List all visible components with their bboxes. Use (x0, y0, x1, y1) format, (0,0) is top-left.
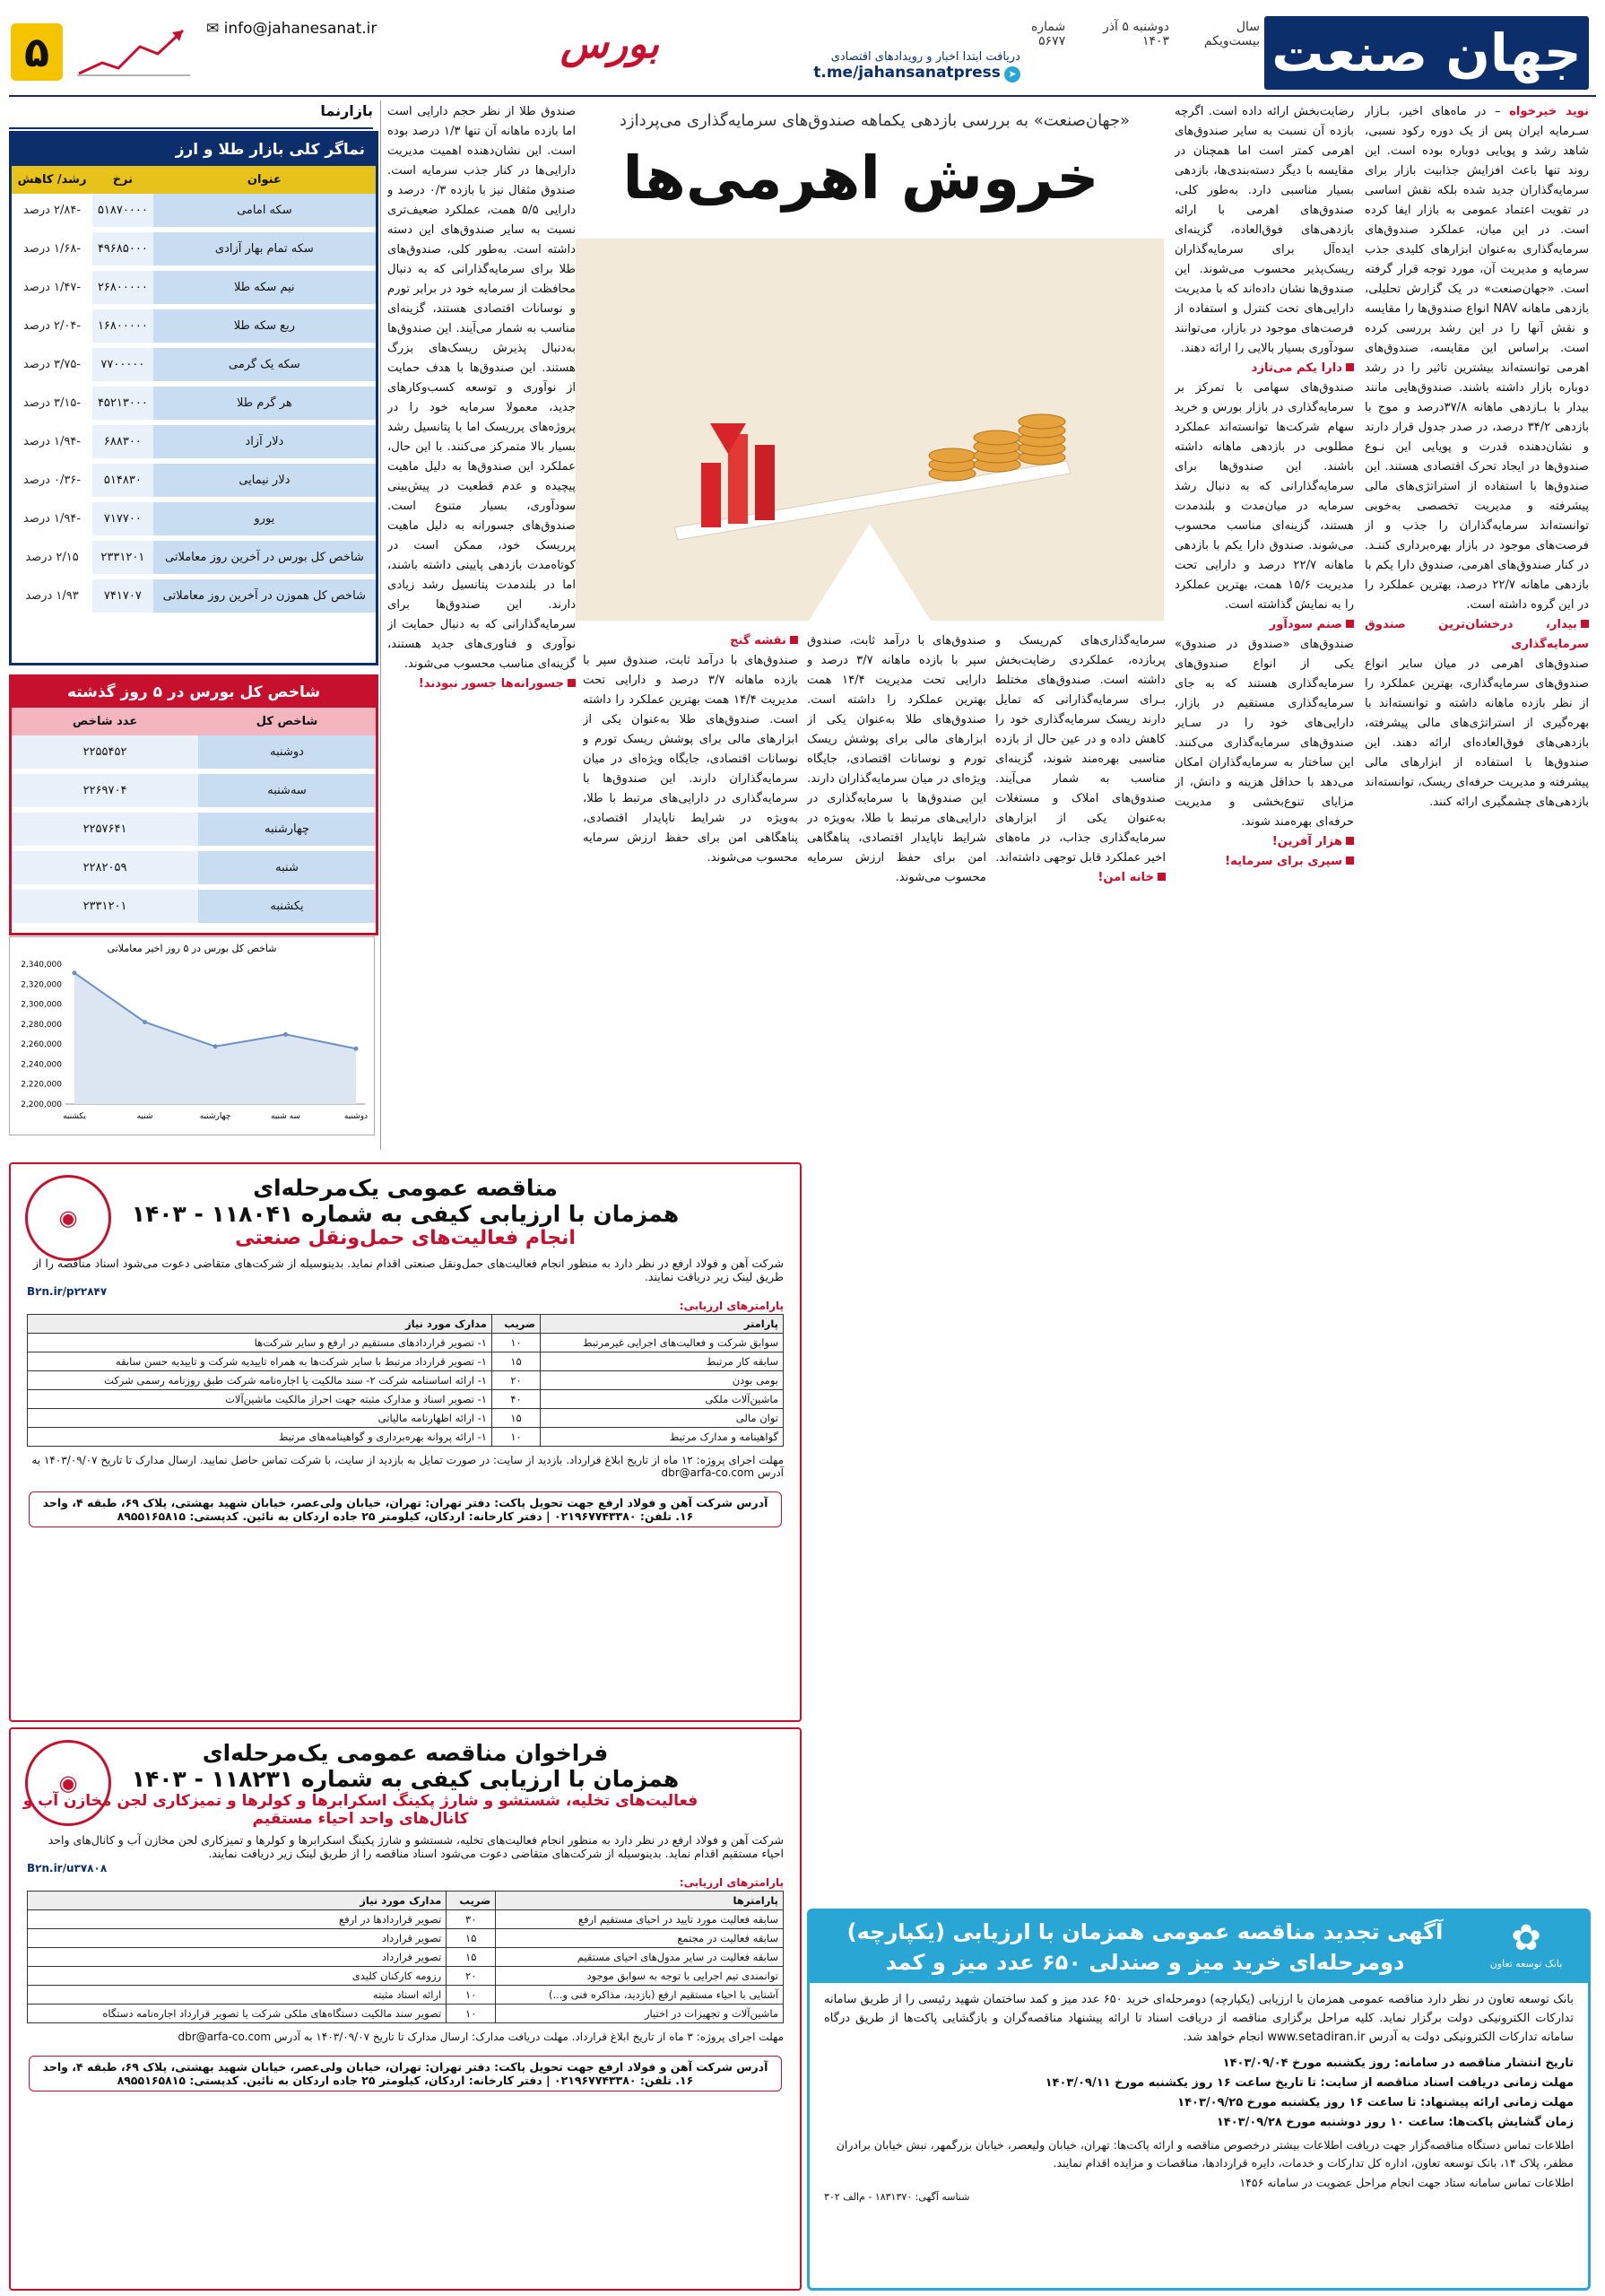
section-word: بورس (560, 22, 659, 67)
index-row-value: ۲۲۵۷۶۴۱ (12, 810, 198, 848)
gold-table-header: نرخ (92, 166, 153, 194)
subhead-hezar: هزار آفرین! (1271, 835, 1342, 848)
sidebar-title: بازارنما (9, 102, 373, 129)
tender1-table-cell: ۱- ارائه اظهارنامه مالیاتی (28, 1409, 492, 1428)
date-label: دوشنبه ۵ آذر ۱۴۰۳ (1103, 20, 1170, 48)
tender2-table-row (28, 1948, 784, 1967)
gold-row-name: یورو (153, 500, 376, 538)
tender1-table-cell: بومی بودن (541, 1371, 784, 1390)
data-point (143, 1020, 147, 1024)
tender1-table-row (28, 1371, 784, 1390)
tender1-table-cell: گواهینامه و مدارک مرتبط (541, 1428, 784, 1447)
arfa-logo: ◉ (25, 1740, 111, 1826)
tender1-title: مناقصه عمومی یک‌مرحله‌ای (253, 1175, 558, 1201)
article-kicker: «جهان‌صنعت» به بررسی بازدهی یکماهه صندوق‌های سرمایه‌گذاری می‌پردازد (619, 111, 1130, 130)
tender2-deadline: مهلت اجرای پروژه: ۳ ماه از تاریخ ابلاغ قرارداد. مهلت دریافت مدارک: ارسال مدارک تا تاریخ ۱۴۰۳/۰۹/۰۷ به آدرس dbr@arfa-co.com (178, 2031, 784, 2043)
header-rule (9, 95, 1596, 97)
bank-ad-date-line: مهلت زمانی دریافت اسناد مناقصه از سایت: تا تاریخ ساعت ۱۶ روز یکشنبه مورخ ۱۴۰۳/۰۹/۱۱ (1045, 2076, 1574, 2090)
gold-row-rate: ۵۱۴۸۳۰ (92, 461, 153, 500)
subhead-ganj: نقشه گنج (729, 634, 786, 648)
tender1-table-cell: ۱۵ (491, 1409, 540, 1428)
index-table-header: عدد شاخص (12, 708, 198, 735)
email-link[interactable]: ✉ info@jahanesanat.ir (206, 20, 377, 38)
tender1-topic: انجام فعالیت‌های حمل‌ونقل صنعتی (235, 1227, 576, 1249)
tender2-table-cell: سابقه فعالیت در سایر مدول‌های احیای مستقیم (496, 1948, 784, 1967)
y-tick-label: 2,320,000 (21, 980, 62, 990)
gold-table-row (12, 577, 376, 615)
page-number: ۵ (11, 23, 63, 81)
tender2-table-cell: توانمندی تیم اجرایی با توجه به سوابق موجود (496, 1967, 784, 1986)
gold-table-row (12, 230, 376, 268)
tender1-table-cell: ۱- ارائه اساسنامه شرکت ۲- سند مالکیت یا اجاره‌نامه شرکت طبق روزنامه رسمی شرکت (28, 1371, 492, 1390)
gold-table-header: رشد/ کاهش (12, 166, 92, 194)
tender2-table-cell: ۱۵ (447, 1948, 496, 1967)
index-row-day: سه‌شنبه (198, 771, 376, 810)
tender-ad-2 (9, 1727, 802, 2291)
subhead-jasoor: جسورانه‌ها جسور نبودند! (418, 677, 564, 691)
gold-table-row (12, 500, 376, 538)
tender1-table-cell: ۱- تصویر قراردادهای مستقیم در ارفع و سایر شرکت‌ها (28, 1334, 492, 1352)
tender2-table-cell: ۱۵ (447, 1929, 496, 1948)
tender2-table-header: پارامترها (496, 1892, 784, 1910)
tender1-address: آدرس شرکت آهن و فولاد ارفع جهت تحویل پاکت: دفتر تهران: تهران، خیابان ولی‌عصر، خیابان شهید بهشتی، پلاک ۶۹، طبقه ۴، واحد ۱۶. تلفن: ۰۲۱۹۶۷۷۴۳۳۸۰ | دفتر کارخانه: اردکان، کیلومتر ۲۵ جاده اردکان به نائین. کدپستی: ۸۹۵۵۱۶۵۸۱۵ (29, 1492, 782, 1527)
tender2-title: فراخوان مناقصه عمومی یک‌مرحله‌ای (202, 1740, 609, 1766)
tender1-subtitle: همزمان با ارزیابی کیفی به شماره ۱۱۸۰۴۱ - ۱۴۰۳ (131, 1201, 680, 1227)
tender1-params-label: پارامترهای ارزیابی: (679, 1300, 784, 1312)
x-tick-label: شنبه (136, 1112, 153, 1121)
tender2-table-row (28, 1967, 784, 1986)
tender2-table-cell: ۳۰ (447, 1910, 496, 1929)
gold-row-name: نیم سکه طلا (153, 268, 376, 307)
y-tick-label: 2,240,000 (21, 1060, 62, 1070)
article-headline: خروش اهرمی‌ها (622, 144, 1099, 213)
index-row-value: ۲۲۸۲۰۵۹ (12, 848, 198, 887)
gold-row-rate: ۲۶۸۰۰۰۰۰ (92, 268, 153, 307)
gold-row-name: دلار نیمایی (153, 461, 376, 500)
gold-row-rate: ۷۱۷۷۰۰ (92, 500, 153, 538)
column-rule (380, 100, 381, 1150)
tender2-table-row (28, 1910, 784, 1929)
gold-row-name: دلار آزاد (153, 422, 376, 461)
tender1-table-row (28, 1390, 784, 1409)
bank-ad-date-line: زمان گشایش پاکت‌ها: ساعت ۱۰ روز دوشنبه مورخ ۱۴۰۳/۰۹/۲۸ (1216, 2116, 1574, 2129)
gold-row-rate: ۷۴۱۷۰۷ (92, 577, 153, 615)
tender1-table-cell: سابقه کار مرتبط (541, 1352, 784, 1371)
gold-row-rate: ۵۱۸۷۰۰۰۰ (92, 194, 153, 230)
data-point (73, 970, 77, 975)
index-table-title: شاخص کل بورس در ۵ روز گذشته (12, 677, 376, 708)
tender2-params-label: پارامترهای ارزیابی: (679, 1876, 784, 1889)
gold-row-change: -۱/۹۴ درصد (12, 422, 92, 461)
tender2-table-cell: آشنایی با احیاء مستقیم ارفع (بازدید، مذاکره فنی و...) (496, 1986, 784, 2005)
tender2-table-cell: تصویر قراردادها در ارفع (28, 1910, 447, 1929)
gold-table-row (12, 461, 376, 500)
tender2-topic: فعالیت‌های تخلیه، شستشو و شارژ پکینگ اسکرابرها و کولرها و تمیزکاری لجن مخازن آب و کانال‌های واحد احیاء مستقیم (22, 1792, 698, 1828)
tender1-table-row (28, 1352, 784, 1371)
article-column-5: نقشه گنج صندوق‌های با درآمد ثابت، صندوق سپر با بازده ماهانه ۳/۷ درصد و دارایی تحت مدیریت ۱۴/۴ همت بهترین عملکرد را داشته است. صندوق‌های طلا به‌عنوان یکی از ابزارهای مالی برای پوشش ریسک تورم و نوسانات اقتصادی، جایگاه ویژه‌ای در میان سرمایه‌گذاران دارند. این صندوق‌ها با سرمایه‌گذاری در دارایی‌های مرتبط با طلا، به‌ویژه در شرایط ناپایدار اقتصادی، پناهگاهی امن برای حفظ ارزش سرمایه محسوب می‌شوند. (583, 634, 798, 865)
tender2-table-cell: ماشین‌آلات و تجهیزات در اختیار (496, 2005, 784, 2023)
bank-tender-ad (807, 1909, 1591, 2291)
masthead-logo: جهان صنعت (1264, 16, 1589, 90)
bank-ad-id: شناسه آگهی: ۱۸۳۱۳۷۰ - م‌الف ۳۰۲ (824, 2191, 970, 2203)
bank-ad-dates (810, 2054, 1588, 2133)
gold-row-change: -۳/۷۵ درصد (12, 345, 92, 384)
article-column-6: صندوق طلا از نظر حجم دارایی است اما بازده ماهانه آن تنها ۱/۳ درصد بوده است. این نشان‌دهنده اهمیت مدیریت دارایی‌ها در کنار جذب سرمایه است. صندوق مثقال نیز با بازده ۰/۳ درصد و دارایی ۵/۵ همت، عملکرد ضعیف‌تری نسبت به سایر صندوق‌های این دسته داشته است. به‌طور کلی، صندوق‌های طلا برای سرمایه‌گذارانی که به دنبال محافظت از سرمایه خود در برابر تورم و نوسانات اقتصادی هستند، گزینه‌ای مناسب به شمار می‌آیند. این صندوق‌ها به‌دنبال پذیرش ریسک‌های بزرگ هستند. این صندوق‌ها با هدف حمایت از نوآوری و توسعه کسب‌وکارهای جدید، معمولا سرمایه خود را در پروژه‌های پرریسک اما با پتانسیل رشد بسیار بالا متمرکز می‌کنند. با این حال، عملکرد این صندوق‌ها به دلیل ماهیت پیچیده و عدم قطعیت در پیش‌بینی سودآوری، بسیار متنوع است. صندوق‌های جسورانه به دلیل ماهیت پرریسک خود، ممکن است در کوتاه‌مدت بازدهی پایینی داشته باشند، اما در بلندمدت پتانسیل رشد زیادی دارند. این صندوق‌ها برای سرمایه‌گذارانی که به دنبال حمایت از نوآوری و فناوری‌های جدید هستند، گزینه‌ای مناسب محسوب می‌شوند. جسورانه‌ها جسور نبودند! (387, 105, 576, 691)
telegram-icon: ➤ (1004, 66, 1020, 83)
bank-ad-date-line: مهلت زمانی ارائه پیشنهاد: تا ساعت ۱۶ روز یکشنبه مورخ ۱۴۰۳/۰۹/۲۵ (1177, 2096, 1574, 2109)
chart-title: شاخص کل بورس در ۵ روز اخیر معاملاتی (107, 943, 277, 954)
tender2-table-cell: سابقه فعالیت در مجتمع (496, 1929, 784, 1948)
index-row-day: شنبه (198, 848, 376, 887)
index-row-day: چهارشنبه (198, 810, 376, 848)
data-point (213, 1044, 218, 1048)
tender1-table-cell: ۱۰ (491, 1334, 540, 1352)
index-table-row (12, 887, 376, 926)
article-column-3: سرمایه‌گذاری‌های کم‌ریسک و پربازده، عملکردی رضایت‌بخش داشته است. صندوق‌های مختلط بـرای سرمایه‌گذارانی که تمایل دارند ریسک سرمایه‌گذاری خود را کاهش داده و در عین حال از بازده مناسبی بهره‌مند شوند، گزینه‌ای مناسب به شمار می‌آیند. صندوق‌های املاک و مستغلات به‌عنوان یکی از ابزارهای سرمایه‌گذاری جذاب، در ماه‌های اخیر عملکرد قابل توجهی داشته‌اند. خانه امن! (995, 634, 1166, 884)
year-label: سال بیست‌ویکم (1203, 20, 1260, 48)
tender1-table-cell: توان مالی (541, 1409, 784, 1428)
subhead-sanam: صنم سودآور (1269, 618, 1342, 631)
gold-currency-table (9, 131, 378, 665)
tender1-table-cell: ماشین‌آلات ملکی (541, 1390, 784, 1409)
arfa-logo: ◉ (25, 1175, 111, 1261)
y-tick-label: 2,300,000 (21, 1000, 62, 1010)
gold-row-rate: ۶۸۸۳۰۰ (92, 422, 153, 461)
index-table (12, 708, 376, 928)
gold-row-change: -۱/۹۴ درصد (12, 500, 92, 538)
tender2-table-header: ضریب (447, 1892, 496, 1910)
tender1-table-row (28, 1428, 784, 1447)
gold-row-change: -۱/۴۷ درصد (12, 268, 92, 307)
index-row-day: یکشنبه (198, 887, 376, 926)
gold-table (12, 166, 376, 618)
gold-row-change: -۲/۰۴ درصد (12, 307, 92, 345)
gold-row-name: شاخص کل هموزن در آخرین روز معاملاتی (153, 577, 376, 615)
tender1-table-cell: ۴۰ (491, 1390, 540, 1409)
tender2-table-cell: تصویر قرارداد (28, 1948, 447, 1967)
article-column-2: رضایت‌بخش ارائه داده است. اگرچه بازده آن نسبت به سایر صندوق‌های اهرمی کمتر است اما همچنان در مقایسه با دیگر دسته‌بندی‌ها، بازدهی بسیار مناسبی دارد. به‌طور کلی، صندوق‌های اهرمی با ارائه بازدهی‌های فوق‌العاده، گزینه‌ای ایده‌آل برای سرمایه‌گذاران ریسک‌پذیر محسوب می‌شوند. این صندوق‌ها نشان داده‌اند که با مدیریت دارایی‌های تحت کنترل و استفاده از فرصت‌های موجود در بازار، می‌توانند سودآوری بسیار بالایی را ارائه دهند. دارا یکم می‌تازد صندوق‌های سهامی با تمرکز بر سرمایه‌گذاری در بازار بورس و خرید سهام شرکت‌ها توانسته‌اند عملکرد مطلوبی در بازدهی ماهانه داشته باشند. این صندوق‌ها برای سرمایه‌گذارانی که به دنبال رشد سرمایه در میان‌مدت و بلندمدت هستند، گزینه‌ای مناسب محسوب می‌شوند. صندوق دارا یکم با بازدهی ماهانه ۲۲/۷ درصد و دارایی تحت مدیریت ۱۵/۶ همت، بهترین عملکرد را به نمایش گذاشته است. صنم سودآور صندوق‌های «صندوق در صندوق» یکی از انواع صندوق‌های سرمایه‌گذاری هستند که به جای سرمایه‌گذاری مستقیم در بازار، دارایی‌های خود را در سـایر صندوق‌های سرمایه‌گذاری می‌کنند. این ساختار به سرمایه‌گذاران امکان می‌دهد با حداقل هزینه و دانش، از مزایای تنوع‌بخشی و مدیریت حرفه‌ای بهره‌مند شوند. هزار آفرین! سپری برای سرمایه! (1175, 105, 1354, 868)
subhead-khane: خانه امن! (1097, 871, 1154, 884)
gold-row-name: شاخص کل بورس در آخرین روز معاملاتی (153, 538, 376, 577)
bank-ad-body: بانک توسعه تعاون در نظر دارد مناقصه عمومی همزمان با ارزیابی (یکپارچه) دومرحله‌ای خرید ۶۵۰ عدد میز و کمد ساختمان شهید رئیسی را از طریق سامانه تدارکات الکترونیکی دولت برگزار نماید. کلیه مراحل برگزاری مناقصه از دریافت اسناد تا ارائه پیشنهاد مناقصه‌گران و بازگشایی پاکت‌ها از طریق درگاه سامانه تدارکات الکترونیکی دولت به آدرس www.setadiran.ir انجام خواهد شد. (824, 1993, 1574, 2044)
index-table-row (12, 848, 376, 887)
index-table-row (12, 771, 376, 810)
gold-row-name: سکه امامی (153, 194, 376, 230)
index-table-row (12, 810, 376, 848)
issue-strip (1004, 20, 1260, 48)
x-tick-label: چهارشنبه (199, 1112, 231, 1121)
bank-ad-title: آگهی تجدید مناقصه عمومی همزمان با ارزیابی (یکپارچه) دومرحله‌ای خرید میز و صندلی ۶۵۰ عدد میز و کمد (810, 1911, 1588, 1983)
series-area (74, 973, 356, 1104)
tender2-table-cell: ۱۰ (447, 1986, 496, 2005)
bank-flower-icon: ✿ (1511, 1918, 1541, 1959)
tender2-table-cell: سابقه فعالیت مورد تایید در احیای مستقیم ارفع (496, 1910, 784, 1929)
y-tick-label: 2,220,000 (21, 1080, 62, 1090)
tender1-table-row (28, 1409, 784, 1428)
author-name: نوید خیرخواه (1509, 105, 1589, 118)
telegram-caption: دریافت ابتدا اخبار و رویدادهای اقتصادی (830, 50, 1020, 64)
tender1-table-row (28, 1334, 784, 1352)
subhead-dara: دارا یکم می‌تازد (1251, 361, 1342, 375)
telegram-link[interactable]: t.me/jahansanatpress (813, 64, 1001, 82)
mail-icon: ✉ (206, 20, 224, 38)
gold-row-change: ۲/۱۵ درصد (12, 538, 92, 577)
tender2-table-row (28, 1986, 784, 2005)
gold-row-name: ربع سکه طلا (153, 307, 376, 345)
gold-row-rate: ۷۷۰۰۰۰۰ (92, 345, 153, 384)
gold-table-row (12, 194, 376, 230)
gold-row-change: -۰/۳۶ درصد (12, 461, 92, 500)
tender2-table-cell: ارائه اسناد مثبته (28, 1986, 447, 2005)
tender2-table-row (28, 1929, 784, 1948)
tender2-intro: شرکت آهن و فولاد ارفع در نظر دارد به منظور انجام فعالیت‌های تخلیه، شستشو و شارژ پکینگ اسکرابرها و کولرها و تمیزکاری لجن مخازن آب و کانال‌های واحد احیاء مستقیم اقدام نماید. بدینوسیله از شرکت‌های متقاضی دعوت می‌شود اسناد مناقصه را از طریق لینک زیر دریافت نمایند. (48, 1833, 784, 1860)
index-line-chart (9, 936, 375, 1135)
chart-arrow-icon (75, 23, 192, 79)
gold-row-rate: ۲۳۳۱۲۰۱ (92, 538, 153, 577)
tender2-table-cell: ۱۰ (447, 2005, 496, 2023)
tender1-table-header: پارامتر (541, 1315, 784, 1334)
gold-table-row (12, 345, 376, 384)
data-point (283, 1032, 288, 1037)
subhead-bidar: بیدار، درخشان‌ترین صندوق سرمایه‌گذاری (1365, 618, 1589, 651)
gold-row-name: سکه یک گرمی (153, 345, 376, 384)
gold-table-row (12, 538, 376, 577)
tender1-deadline: مهلت اجرای پروژه: ۱۲ ماه از تاریخ ابلاغ قرارداد. بازدید از سایت: در صورت تمایل به بازدید از سایت، با شرکت تماس حاصل نمایید. ارسال مدارک تا تاریخ ۱۴۰۳/۰۹/۰۷ به آدرس dbr@arfa-co.com (31, 1454, 784, 1479)
gold-row-change: -۳/۱۵ درصد (12, 384, 92, 422)
y-tick-label: 2,280,000 (21, 1020, 62, 1030)
x-tick-label: سه شنبه (270, 1112, 301, 1121)
tender1-table-cell: ۱- تصویر قرارداد مرتبط با سایر شرکت‌ها به همراه تاییدیه شرکت و تاییدیه حسن سابقه (28, 1352, 492, 1371)
y-tick-label: 2,200,000 (21, 1100, 62, 1109)
gold-row-rate: ۴۹۶۸۵۰۰۰ (92, 230, 153, 268)
gold-table-row (12, 422, 376, 461)
tender1-intro: شرکت آهن و فولاد ارفع در نظر دارد به منظور انجام فعالیت‌های حمل‌ونقل صنعتی اقدام نماید. بدینوسیله از شرکت‌های متقاضی دعوت می‌شود اسناد مناقصه را از طریق لینک زیر دریافت نمایند. (32, 1257, 784, 1283)
tender1-table-cell: ۲۰ (491, 1371, 540, 1390)
tender-ad-1 (9, 1162, 802, 1722)
tender1-table-cell: ۱۰ (491, 1428, 540, 1447)
gold-table-title: نماگر کلی بازار طلا و ارز (12, 134, 376, 166)
gold-row-change: -۲/۸۴ درصد (12, 194, 92, 230)
data-point (354, 1047, 359, 1051)
gold-row-rate: ۱۶۸۰۰۰۰۰ (92, 307, 153, 345)
x-tick-label: یکشنبه (63, 1112, 86, 1121)
index-table-header: شاخص کل (198, 708, 376, 735)
y-tick-label: 2,340,000 (21, 961, 62, 970)
gold-table-header: عنوان (153, 166, 376, 194)
seesaw-illustration (576, 239, 1164, 621)
tender1-table-cell: ۱- تصویر اسناد و مدارک مثبته جهت احراز مالکیت ماشین‌آلات (28, 1390, 492, 1409)
gold-table-row (12, 307, 376, 345)
tender1-table-cell: سوابق شرکت و فعالیت‌های اجرایی غیرمرتبط (541, 1334, 784, 1352)
bank-logo: ✿ بانک توسعه تعاون (1477, 1918, 1575, 1970)
tender2-table-row (28, 2005, 784, 2023)
gold-table-row (12, 268, 376, 307)
tender2-subtitle: همزمان با ارزیابی کیفی به شماره ۱۱۸۲۳۱ - ۱۴۰۳ (131, 1766, 680, 1792)
tender1-table-cell: ۱- ارائه پروانه بهره‌برداری و گواهینامه‌های مرتبط (28, 1428, 492, 1447)
article-column-1: نوید خیرخواه – در ماه‌های اخیر، بـازار سـرمایه ایران پس از یک دوره رکود نسبی، شاهد رشد و پویایی دوباره بوده است. این روند تنها باعث افزایش جذابیت بازار برای سرمایه‌گذاران جدید شده بلکه نقش اساسی در تقویت اعتماد عمومی به بازار ایفا کرده است. در این میان، عملکرد صندوق‌های سرمایه‌گذاری به‌عنوان ابزارهای کلیدی جذب سرمایه و مدیریت آن، مورد توجه قرار گرفته است. «جهان‌صنعت» در یک گزارش تحلیلی، بازدهی ماهانه NAV انواع صندوق‌ها را مقایسه و نقش آنها را در این رشد بررسی کرده است. براساس این مقایسه، صندوق‌های اهرمی توانسته‌اند بیشترین تاثیر را در رشد دوباره بازار داشته باشند. صندوق‌هایی مانند بیدار با بـازدهی ماهانه ۳۷/۸درصد و موج با بازدهی ۳۴/۲ درصد، در صدر جدول قرار دارند و نشان‌دهنده قدرت و پویایی این نـوع صندوق‌ها در ایجاد تحرک اقتصادی هستند. این صندوق‌ها با استفاده از استراتژی‌های مالی پیشرفته و مدیریت تخصصی به‌خوبی توانسته‌اند سرمایه‌گذاران را جذب و از فرصت‌های موجود در بازار بهره‌برداری کننـد. در کنار صندوق‌های اهرمی، صندوق دارا یکم با بازدهی ماهانه ۲۲/۷ درصد، بهترین عملکرد را در این گروه داشته است. بیدار، درخشان‌ترین صندوق سرمایه‌گذاری صندوق‌های اهرمی در میان سایر انواع صندوق‌های سرمایه‌گذاری، بهترین عملکرد را از نظر بازده ماهانه داشته و توانسته‌اند با بهره‌گیری از استراتژی‌های مالی پیشرفته، بازدهی‌های فوق‌العاده‌ای ارائه دهند. این صندوق‌ها با استفاده از ابزارهای مالی پیشرفته و مدیریت حرفه‌ای ریسک، توانسته‌اند بازدهی‌های چشمگیری ارائه کنند. (1365, 105, 1589, 809)
x-tick-label: دوشنبه (343, 1112, 369, 1121)
gold-row-change: ۱/۹۳ درصد (12, 577, 92, 615)
tender1-table-header: مدارک مورد نیاز (28, 1315, 492, 1334)
tender2-table-cell: تصویر سند مالکیت دستگاه‌های ملکی شرکت یا تصویر قرارداد اجاره‌نامه دستگاه (28, 2005, 447, 2023)
tender2-table-cell: ۲۰ (447, 1967, 496, 1986)
tender1-table-header: ضریب (491, 1315, 540, 1334)
tender1-link[interactable]: B۲n.ir/p۲۲۸۴۷ (27, 1285, 108, 1298)
tender2-table-cell: تصویر قرارداد (28, 1929, 447, 1948)
index-row-value: ۲۳۳۱۲۰۱ (12, 887, 198, 926)
tender1-table-cell: ۱۵ (491, 1352, 540, 1371)
bank-ad-contact: اطلاعات تماس دستگاه مناقصه‌گزار جهت دریافت اطلاعات بیشتر درخصوص مناقصه و ارائه پاکت‌ها: تهران، خیابان ولیعصر، خیابان بزرگمهر، نبش خیابان برادران مظفر، پلاک ۱۴، بانک توسعه تعاون، اداره کل تدارکات و خدمات، دایره قراردادها، مناقصات و مزایده اقدام نمایند. (836, 2138, 1574, 2170)
tender1-table (27, 1314, 784, 1447)
index-5day-table (9, 674, 378, 935)
gold-row-name: سکه تمام بهار آزادی (153, 230, 376, 268)
index-row-value: ۲۲۵۵۴۵۲ (12, 735, 198, 771)
issue-label: شماره ۵۶۷۷ (1031, 20, 1066, 48)
bank-ad-date-line: تاریخ انتشار مناقصه در سامانه: روز یکشنبه مورخ ۱۴۰۳/۰۹/۰۴ (1222, 2057, 1574, 2070)
y-tick-label: 2,260,000 (21, 1040, 62, 1050)
gold-row-change: -۱/۶۸ درصد (12, 230, 92, 268)
tender2-link[interactable]: B۲n.ir/u۳۷۸۰۸ (27, 1862, 108, 1874)
subhead-separ: سپری برای سرمایه! (1225, 855, 1342, 868)
bank-ad-phone: اطلاعات تماس سامانه ستاد جهت انجام مراحل عضویت در سامانه ۱۴۵۶ (1239, 2176, 1574, 2189)
gold-row-rate: ۴۵۲۱۳۰۰۰ (92, 384, 153, 422)
index-table-row (12, 735, 376, 771)
tender2-table-header: مدارک مورد نیاز (28, 1892, 447, 1910)
tender2-table-cell: رزومه کارکنان کلیدی (28, 1967, 447, 1986)
tender2-table (27, 1891, 784, 2023)
index-chart-svg (10, 937, 374, 1135)
index-row-day: دوشنبه (198, 735, 376, 771)
telegram-box (760, 50, 1020, 90)
gold-table-row (12, 384, 376, 422)
article-column-4: صندوق‌های با درآمد ثابت، صندوق سپر با بازده ماهانه ۳/۷ درصد و دارایی تحت مدیریت ۱۴/۴ همت بهترین عملکرد را داشته است. صندوق‌های طلا به‌عنوان یکی از ابزارهای مالی برای پوشش ریسک تورم و نوسانات اقتصادی، جایگاه ویژه‌ای در میان سرمایه‌گذاران دارند. این صندوق‌ها با سرمایه‌گذاری در دارایی‌های مرتبط با طلا، به‌ویژه در شرایط ناپایدار اقتصادی، پناهگاهی امن برای حفظ ارزش سرمایه محسوب می‌شوند. (807, 634, 986, 884)
gold-row-name: هر گرم طلا (153, 384, 376, 422)
index-row-value: ۲۲۶۹۷۰۴ (12, 771, 198, 810)
tender2-address: آدرس شرکت آهن و فولاد ارفع جهت تحویل پاکت: دفتر تهران: تهران، خیابان ولی‌عصر، خیابان شهید بهشتی، پلاک ۶۹، طبقه ۴، واحد ۱۶. تلفن: ۰۲۱۹۶۷۷۴۳۳۸۰ | دفتر کارخانه: اردکان، کیلومتر ۲۵ جاده اردکان به نائین. کدپستی: ۸۹۵۵۱۶۵۸۱۵ (29, 2056, 782, 2092)
